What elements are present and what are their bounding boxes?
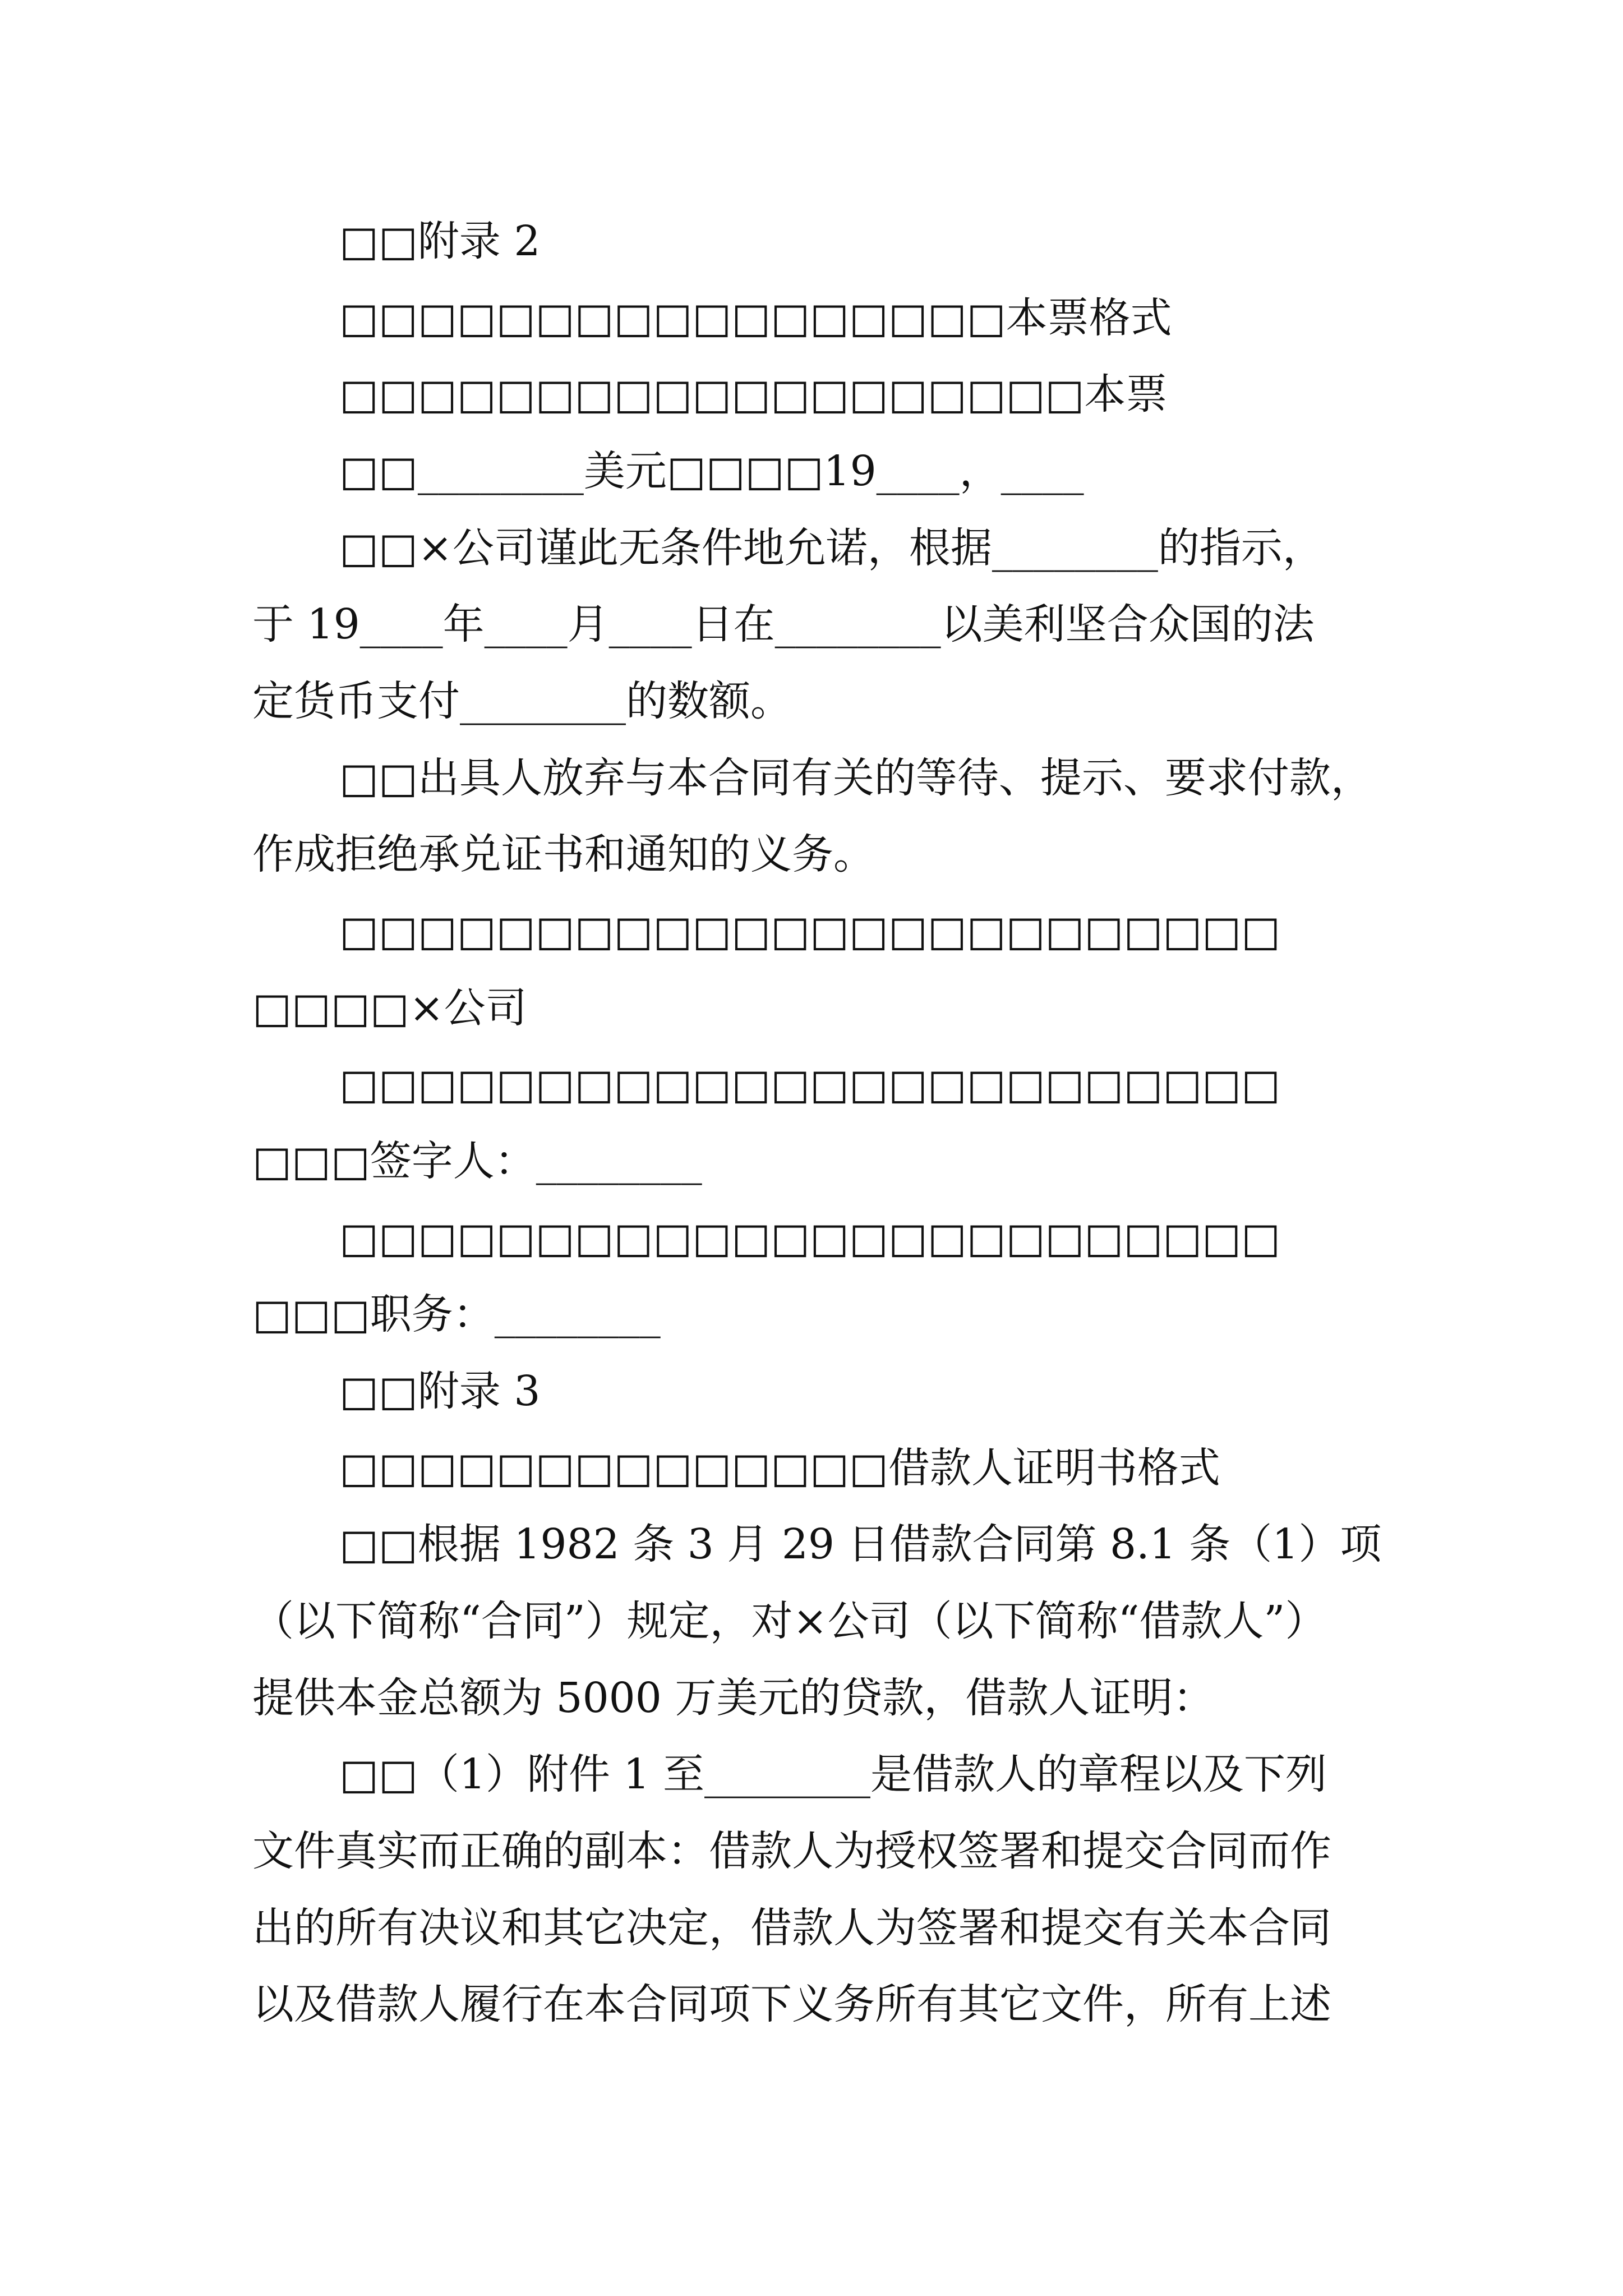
text-line: □□附录 2	[339, 217, 541, 265]
text-line: □□□□□□□□□□□□□□□□□本票格式	[339, 294, 1172, 342]
text-line: 作成拒绝承兑证书和通知的义务。	[252, 830, 875, 878]
text-line: 定货币支付________的数额。	[252, 677, 792, 725]
text-line: □□□□□□□□□□□□□□□□□□□□□□□□	[339, 1060, 1281, 1108]
text-line: 以及借款人履行在本合同项下义务所有其它文件，所有上述	[252, 1980, 1331, 2028]
text-line: □□附录 3	[339, 1367, 541, 1415]
text-line: □□□签字人：________	[252, 1137, 702, 1185]
text-line: □□________美元□□□□19____，____	[339, 447, 1084, 495]
text-line: （以下简称“合同”）规定，对×公司（以下简称“借款人”）	[252, 1597, 1327, 1645]
text-line: 于 19____年____月____日在________以美利坚合众国的法	[252, 600, 1315, 648]
text-line: □□×公司谨此无条件地允诺，根据________的指示，	[339, 524, 1324, 572]
text-line: □□出具人放弃与本合同有关的等待、提示、要求付款，	[339, 754, 1372, 802]
text-line: □□□□□□□□□□□□□□借款人证明书格式	[339, 1444, 1220, 1492]
text-line: □□□□□□□□□□□□□□□□□□□本票	[339, 370, 1168, 418]
text-line: 出的所有决议和其它决定，借款人为签署和提交有关本合同	[252, 1904, 1331, 1952]
text-line: □□（1）附件 1 至________是借款人的章程以及下列	[339, 1750, 1327, 1798]
text-line: □□□□□□□□□□□□□□□□□□□□□□□□	[339, 1214, 1281, 1262]
text-line: 提供本金总额为 5000 万美元的贷款，借款人证明：	[252, 1674, 1215, 1722]
text-line: □□□□×公司	[252, 984, 527, 1032]
text-line: 文件真实而正确的副本：借款人为授权签署和提交合同而作	[252, 1827, 1331, 1875]
text-line: □□□职务：________	[252, 1290, 661, 1338]
text-line: □□根据 1982 条 3 月 29 日借款合同第 8.1 条（1）项	[339, 1520, 1382, 1568]
text-line: □□□□□□□□□□□□□□□□□□□□□□□□	[339, 907, 1281, 955]
